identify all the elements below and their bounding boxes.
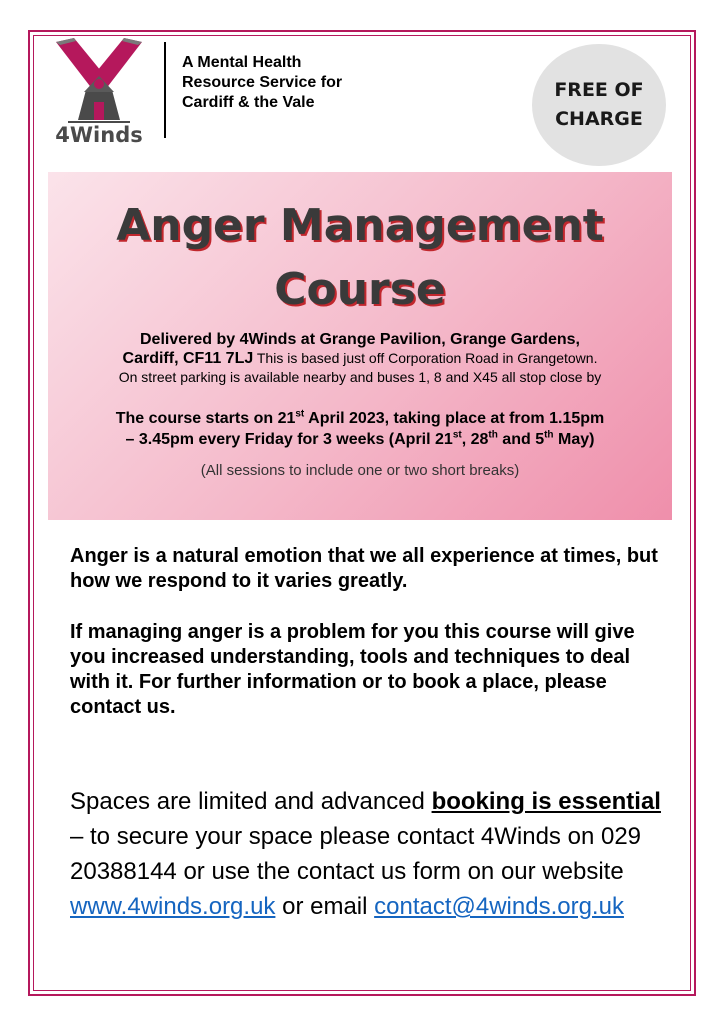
dates-sup: st bbox=[452, 429, 462, 441]
org-line: A Mental Health bbox=[182, 54, 302, 71]
course-paragraph: If managing anger is a problem for you this course will give you increased understanding, tools and techniques to deal with it. For further information or to book a place, please contact us. bbox=[70, 621, 635, 718]
title-line: Course bbox=[274, 264, 446, 315]
org-line: Resource Service for bbox=[182, 74, 343, 91]
course-title bbox=[48, 194, 672, 322]
dates-sup: st bbox=[295, 408, 305, 420]
breaks-note: (All sessions to include one or two short breaks) bbox=[200, 462, 520, 479]
dates-sup: th bbox=[544, 429, 554, 441]
contact-text: Spaces are limited and advanced bbox=[70, 788, 432, 815]
venue-bold: Cardiff, CF11 7LJ bbox=[122, 350, 254, 367]
badge-line: FREE OF bbox=[554, 79, 644, 101]
intro-paragraph: Anger is a natural emotion that we all experience at times, but how we respond to it varies greatly. bbox=[70, 545, 658, 592]
venue-note: On street parking is available nearby and buses 1, 8 and X45 all stop close by bbox=[118, 369, 602, 385]
org-line: Cardiff & the Vale bbox=[182, 94, 315, 111]
contact-paragraph bbox=[70, 784, 670, 924]
venue-bold: Delivered by 4Winds at Grange Pavilion, Grange Gardens, bbox=[140, 331, 580, 348]
dates-text: – 3.45pm every Friday for 3 weeks (April 21 bbox=[125, 431, 453, 448]
venue-note: This is based just off Corporation Road in Grangetown. bbox=[253, 350, 598, 366]
website-link[interactable]: www.4winds.org.uk bbox=[70, 893, 276, 920]
title-line: Anger Management bbox=[116, 200, 604, 251]
course-dates bbox=[48, 408, 672, 450]
dates-text: , 28 bbox=[461, 431, 489, 448]
contact-text: or email bbox=[275, 893, 375, 920]
logo-divider bbox=[164, 42, 166, 138]
dates-text: and 5 bbox=[497, 431, 545, 448]
dates-text: The course starts on 21 bbox=[115, 410, 296, 427]
org-description bbox=[182, 53, 412, 113]
venue-info bbox=[48, 330, 672, 387]
course-banner bbox=[48, 172, 672, 520]
logo bbox=[38, 34, 160, 150]
dates-text: May) bbox=[553, 431, 595, 448]
logo-text: 4Winds bbox=[55, 123, 143, 147]
booking-essential: booking is essential bbox=[431, 788, 661, 815]
windmill-icon bbox=[38, 34, 160, 150]
email-link[interactable]: contact@4winds.org.uk bbox=[374, 893, 624, 920]
contact-text: – to secure your space please contact 4Winds on 029 20388144 or use the contact us form on our website bbox=[70, 823, 642, 885]
free-badge bbox=[532, 44, 666, 166]
badge-line: CHARGE bbox=[555, 108, 643, 130]
dates-text: April 2023, taking place at from 1.15pm bbox=[304, 410, 605, 427]
dates-sup: th bbox=[488, 429, 498, 441]
